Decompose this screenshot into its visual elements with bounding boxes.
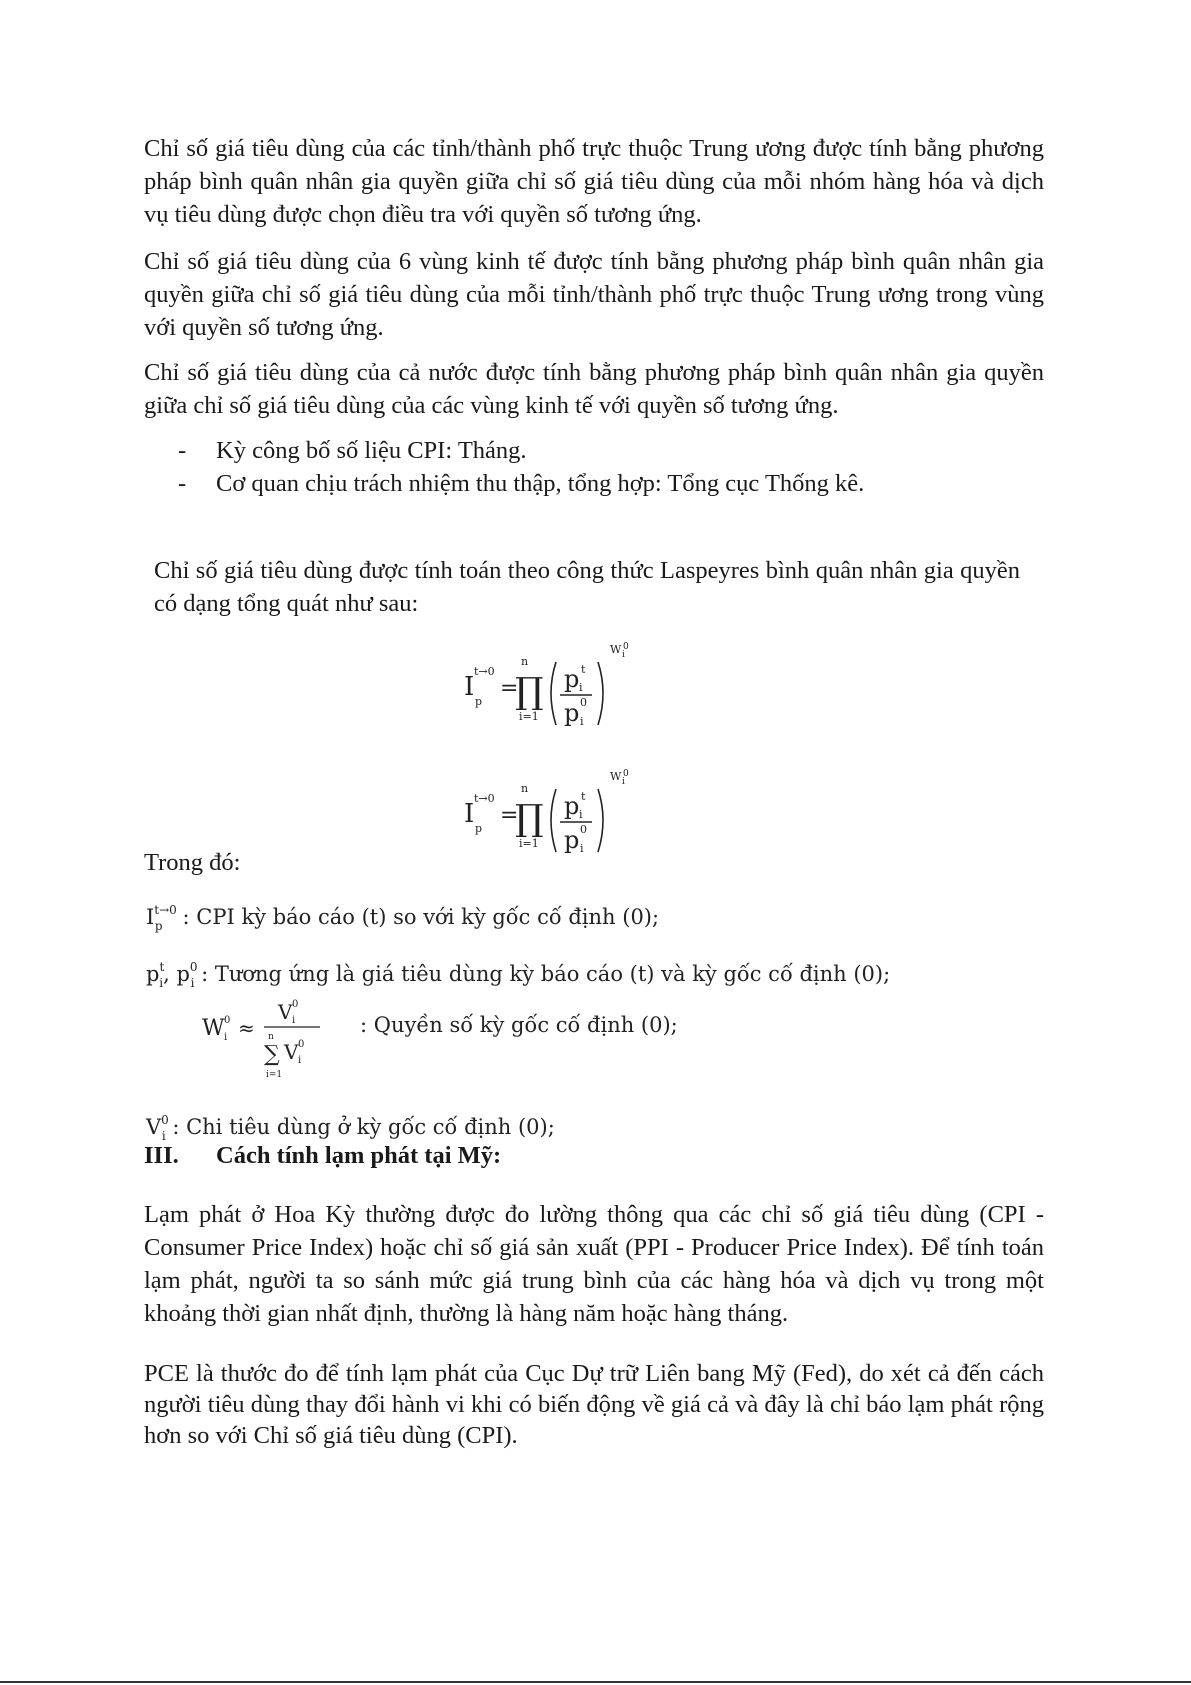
svg-text:t: t bbox=[581, 663, 586, 676]
paragraph-provincial-cpi: Chỉ số giá tiêu dùng của các tỉnh/thành phố trực thuộc Trung ương được tính bằng phương pháp bình quân nhân gia quyền giữa chỉ số giá tiêu dùng của mỗi nhóm hàng hóa và dịch vụ tiêu dùng được chọn điều tra với quyền số tương ứng. bbox=[144, 135, 1044, 228]
paragraph-national-cpi: Chỉ số giá tiêu dùng của cả nước được tính bằng phương pháp bình quân nhân gia quyền giữa chỉ số giá tiêu dùng của các vùng kinh tế với quyền số tương ứng. bbox=[144, 359, 1044, 419]
svg-text:0: 0 bbox=[580, 696, 587, 709]
svg-text:i: i bbox=[622, 777, 625, 787]
svg-text:n: n bbox=[268, 1032, 274, 1042]
svg-text:i: i bbox=[224, 1032, 228, 1043]
symbol-p-t-p-0: $p^t_i$, $p^0_i$ bbox=[146, 960, 198, 990]
svg-text:0: 0 bbox=[623, 769, 629, 779]
svg-text:∏: ∏ bbox=[515, 798, 544, 839]
svg-text:i: i bbox=[292, 1015, 296, 1026]
svg-text:n: n bbox=[521, 655, 529, 668]
symbol-i-p: $I^{t\to 0}_p$ bbox=[146, 903, 177, 933]
svg-text:i: i bbox=[579, 808, 583, 821]
svg-text:=: = bbox=[500, 803, 519, 828]
svg-text:W: W bbox=[610, 643, 622, 656]
svg-text:0: 0 bbox=[623, 642, 629, 652]
definition-expenditure: $V^0_i$ : Chi tiêu dùng ở kỳ gốc cố định (0); bbox=[146, 1113, 555, 1143]
svg-text:V: V bbox=[284, 1040, 299, 1064]
definition-prices: $p^t_i$, $p^0_i$ : Tương ứng là giá tiêu dùng kỳ báo cáo (t) và kỳ gốc cố định (0); bbox=[146, 960, 891, 990]
page-bottom-border bbox=[0, 1681, 1191, 1683]
svg-text:i: i bbox=[622, 650, 625, 660]
svg-text:0: 0 bbox=[298, 1039, 305, 1050]
svg-text:p: p bbox=[564, 792, 580, 820]
svg-text:i=1: i=1 bbox=[266, 1070, 283, 1080]
svg-text:p: p bbox=[564, 665, 580, 693]
svg-text:∑: ∑ bbox=[264, 1042, 280, 1067]
svg-text:≈: ≈ bbox=[238, 1016, 255, 1040]
svg-text:t→0: t→0 bbox=[474, 665, 495, 678]
svg-text:t: t bbox=[581, 790, 586, 803]
svg-text:p: p bbox=[475, 822, 483, 835]
svg-text:0: 0 bbox=[580, 823, 587, 836]
paragraph-us-inflation-measure: Lạm phát ở Hoa Kỳ thường được đo lường thông qua các chỉ số giá tiêu dùng (CPI - Consumer Price Index) hoặc chỉ số giá sản xuất (PPI - Producer Price Index). Để tính toán lạm phát, người ta so sánh mức giá trung bình của các hàng hóa và dịch vụ trong một khoảng thời gian nhất định, thường là hàng năm hoặc hàng tháng. bbox=[144, 1201, 1044, 1327]
svg-text:n: n bbox=[521, 782, 529, 795]
paragraph-laspeyres-intro: Chỉ số giá tiêu dùng được tính toán theo công thức Laspeyres bình quân nhân gia quyền có dạng tổng quát như sau: bbox=[154, 557, 1020, 617]
definition-weight: : Quyền số kỳ gốc cố định (0); bbox=[360, 1013, 678, 1037]
paragraph-pce: PCE là thước đo để tính lạm phát của Cục Dự trữ Liên bang Mỹ (Fed), do xét cả đến cách người tiêu dùng thay đổi hành vi khi có biến động về giá cả và đây là chỉ báo lạm phát rộng hơn so với Chỉ số giá tiêu dùng (CPI). bbox=[144, 1360, 1044, 1449]
svg-text:∏: ∏ bbox=[515, 671, 544, 712]
laspeyres-formula bbox=[460, 635, 680, 745]
svg-text:i=1: i=1 bbox=[519, 710, 539, 723]
svg-text:i: i bbox=[579, 681, 583, 694]
trong-do-label: Trong đó: bbox=[144, 849, 241, 876]
svg-text:V: V bbox=[278, 1000, 293, 1024]
section-heading-us-inflation: III. Cách tính lạm phát tại Mỹ: bbox=[144, 1142, 502, 1169]
svg-text:p: p bbox=[564, 699, 580, 727]
bullet-item: - Kỳ công bố số liệu CPI: Tháng. bbox=[178, 437, 527, 464]
svg-text:I: I bbox=[464, 672, 475, 702]
svg-text:W: W bbox=[610, 770, 622, 783]
svg-text:=: = bbox=[500, 676, 519, 701]
svg-text:i=1: i=1 bbox=[519, 837, 539, 850]
svg-text:i: i bbox=[580, 715, 584, 728]
svg-text:i: i bbox=[580, 842, 584, 855]
svg-text:p: p bbox=[564, 826, 580, 854]
definition-cpi: $I^{t\to 0}_p$ : CPI kỳ báo cáo (t) so với kỳ gốc cố định (0); bbox=[146, 903, 660, 933]
svg-text:W: W bbox=[202, 1016, 225, 1041]
svg-text:0: 0 bbox=[224, 1015, 231, 1026]
symbol-v-0: $V^0_i$ bbox=[146, 1113, 169, 1143]
svg-text:I: I bbox=[464, 799, 475, 829]
bullet-item: - Cơ quan chịu trách nhiệm thu thập, tổng hợp: Tổng cục Thống kê. bbox=[178, 470, 865, 497]
svg-text:i: i bbox=[298, 1055, 302, 1066]
paragraph-regional-cpi: Chỉ số giá tiêu dùng của 6 vùng kinh tế được tính bằng phương pháp bình quân nhân gia quyền giữa chỉ số giá tiêu dùng của mỗi tỉnh/thành phố trực thuộc Trung ương trong vùng với quyền số tương ứng. bbox=[144, 248, 1044, 341]
svg-text:0: 0 bbox=[292, 999, 299, 1010]
weight-formula bbox=[200, 993, 350, 1085]
svg-text:t→0: t→0 bbox=[474, 792, 495, 805]
svg-text:p: p bbox=[475, 695, 483, 708]
